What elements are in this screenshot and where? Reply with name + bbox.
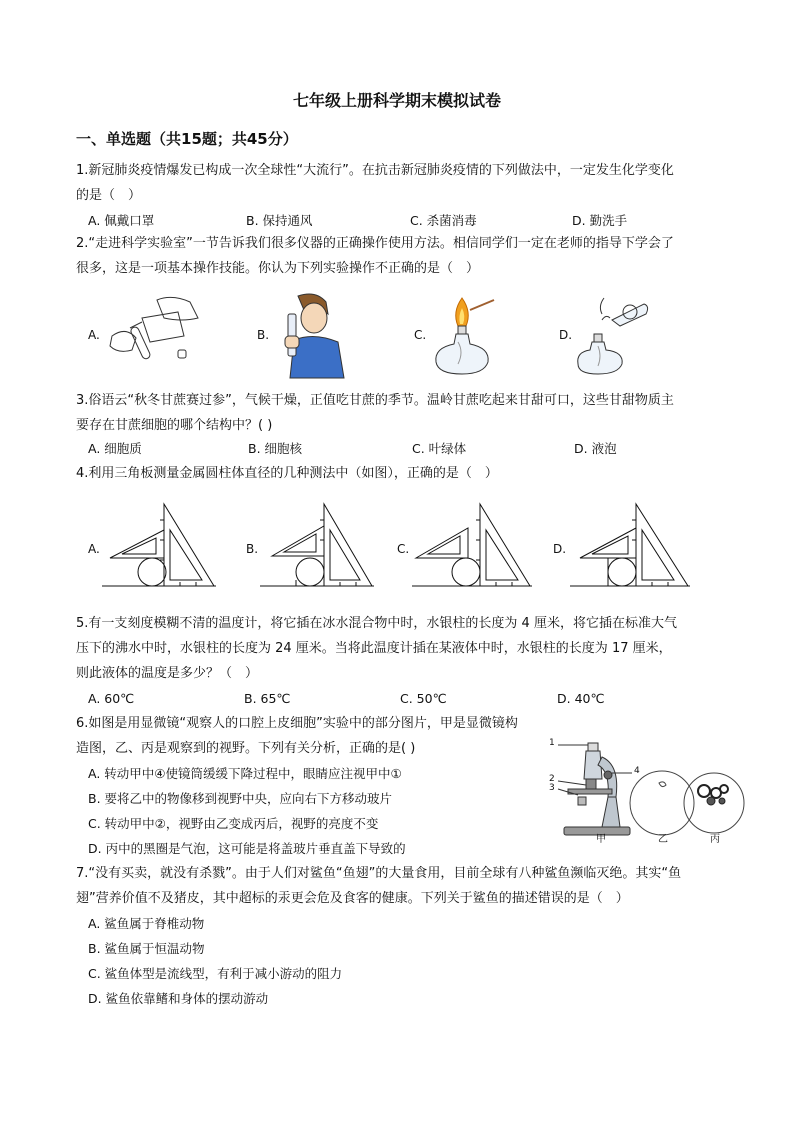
ruler-method-a-drawing — [100, 500, 218, 592]
lit-alcohol-lamp-illustration — [428, 292, 496, 378]
ruler-method-d-drawing — [568, 500, 692, 592]
question-7-line-1: 7.“没有买卖，就没有杀戮”。由于人们对鲨鱼“鱼翅”的大量食用，目前全球有八种鲨鱼濒临灭绝。其实“鱼 — [76, 866, 682, 881]
question-3-option-c: C. 叶绿体 — [412, 441, 467, 456]
question-2-option-b: B. — [257, 328, 270, 342]
question-6-option-b: B. 要将乙中的物像移到视野中央，应向右下方移动玻片 — [88, 791, 393, 806]
question-2-line-2: 很多，这是一项基本操作技能。你认为下列实验操作不正确的是（ ） — [76, 261, 480, 276]
question-2-line-1: 2.“走进科学实验室”一节告诉我们很多仪器的正确操作使用方法。相信同学们一定在老师的指导下学会了 — [76, 236, 674, 251]
microscope-label-3: 3 — [549, 783, 555, 793]
question-7-option-a: A. 鲨鱼属于脊椎动物 — [88, 916, 205, 931]
question-7-option-c: C. 鲨鱼体型是流线型，有利于减小游动的阻力 — [88, 966, 343, 981]
question-3-option-a: A. 细胞质 — [88, 441, 142, 456]
question-1-line-1: 1.新冠肺炎疫情爆发已构成一次全球性“大流行”。在抗击新冠肺炎疫情的下列做法中，一定发生化学变化 — [76, 163, 674, 178]
question-4-option-d: D. — [553, 542, 567, 556]
figure-label-jia: 甲 — [596, 834, 606, 845]
question-1-line-2: 的是（ ） — [76, 188, 142, 203]
microscope-label-1: 1 — [549, 738, 555, 748]
question-5-line-2: 压下的沸水中时，水银柱的长度为 24 厘米。当将此温度计插在某液体中时，水银柱的长度为 17 厘米， — [76, 641, 672, 656]
figure-label-bing: 丙 — [710, 834, 720, 845]
question-6-option-d: D. 丙中的黑圈是气泡，这可能是将盖玻片垂直盖下导致的 — [88, 841, 406, 856]
question-4-option-b: B. — [246, 542, 259, 556]
question-3-option-b: B. 细胞核 — [248, 441, 303, 456]
ruler-method-b-drawing — [258, 500, 376, 592]
lamp-to-lamp-illustration — [572, 292, 652, 376]
microscope-label-4: 4 — [634, 766, 640, 776]
question-4-option-a: A. — [88, 542, 100, 556]
question-6-line-2: 造图，乙、丙是观察到的视野。下列有关分析，正确的是( ) — [76, 741, 416, 756]
question-5-option-b: B. 65℃ — [244, 691, 291, 706]
question-2-option-c: C. — [414, 328, 427, 342]
question-2-option-d: D. — [559, 328, 573, 342]
question-1-option-b: B. 保持通风 — [246, 213, 313, 228]
question-1-option-d: D. 勤洗手 — [572, 213, 628, 228]
question-4-line-1: 4.利用三角板测量金属圆柱体直径的几种测法中（如图），正确的是（ ） — [76, 466, 498, 481]
question-3-option-d: D. 液泡 — [574, 441, 617, 456]
question-1-option-c: C. 杀菌消毒 — [410, 213, 477, 228]
question-4-option-c: C. — [397, 542, 410, 556]
question-3-line-2: 要存在甘蔗细胞的哪个结构中？( ) — [76, 418, 273, 433]
section-heading: 一、单选题（共15题；共45分） — [76, 130, 298, 148]
pouring-liquid-illustration — [102, 292, 207, 364]
question-5-option-a: A. 60℃ — [88, 691, 135, 706]
question-5-line-3: 则此液体的温度是多少？（ ） — [76, 666, 259, 681]
question-1-option-a: A. 佩戴口罩 — [88, 213, 155, 228]
question-5-option-c: C. 50℃ — [400, 691, 447, 706]
question-6-line-1: 6.如图是用显微镜“观察人的口腔上皮细胞”实验中的部分图片，甲是显微镜构 — [76, 716, 518, 731]
figure-label-yi: 乙 — [658, 834, 668, 845]
question-7-line-2: 翅”营养价值不及猪皮，其中超标的汞更会危及食客的健康。下列关于鲨鱼的描述错误的是（ ） — [76, 891, 629, 906]
microscope-label-2: 2 — [549, 774, 555, 784]
question-2-option-a: A. — [88, 328, 100, 342]
ruler-method-c-drawing — [410, 500, 535, 592]
question-5-option-d: D. 40℃ — [557, 691, 605, 706]
question-6-option-c: C. 转动甲中②，视野由乙变成丙后，视野的亮度不变 — [88, 816, 379, 831]
question-7-option-d: D. 鲨鱼依靠鳍和身体的摆动游动 — [88, 991, 269, 1006]
question-3-line-1: 3.俗语云“秋冬甘蔗赛过参”，气候干燥，正值吃甘蔗的季节。温岭甘蔗吃起来甘甜可口，这些甘甜物质主 — [76, 393, 674, 408]
page-title: 七年级上册科学期末模拟试卷 — [292, 91, 501, 110]
reading-cylinder-illustration — [268, 292, 358, 380]
question-7-option-b: B. 鲨鱼属于恒温动物 — [88, 941, 205, 956]
question-6-option-a: A. 转动甲中④使镜筒缓缓下降过程中，眼睛应注视甲中① — [88, 766, 402, 781]
question-5-line-1: 5.有一支刻度模糊不清的温度计，将它插在冰水混合物中时，水银柱的长度为 4 厘米，将它插在标准大气 — [76, 616, 677, 631]
microscope-figure — [546, 735, 746, 845]
